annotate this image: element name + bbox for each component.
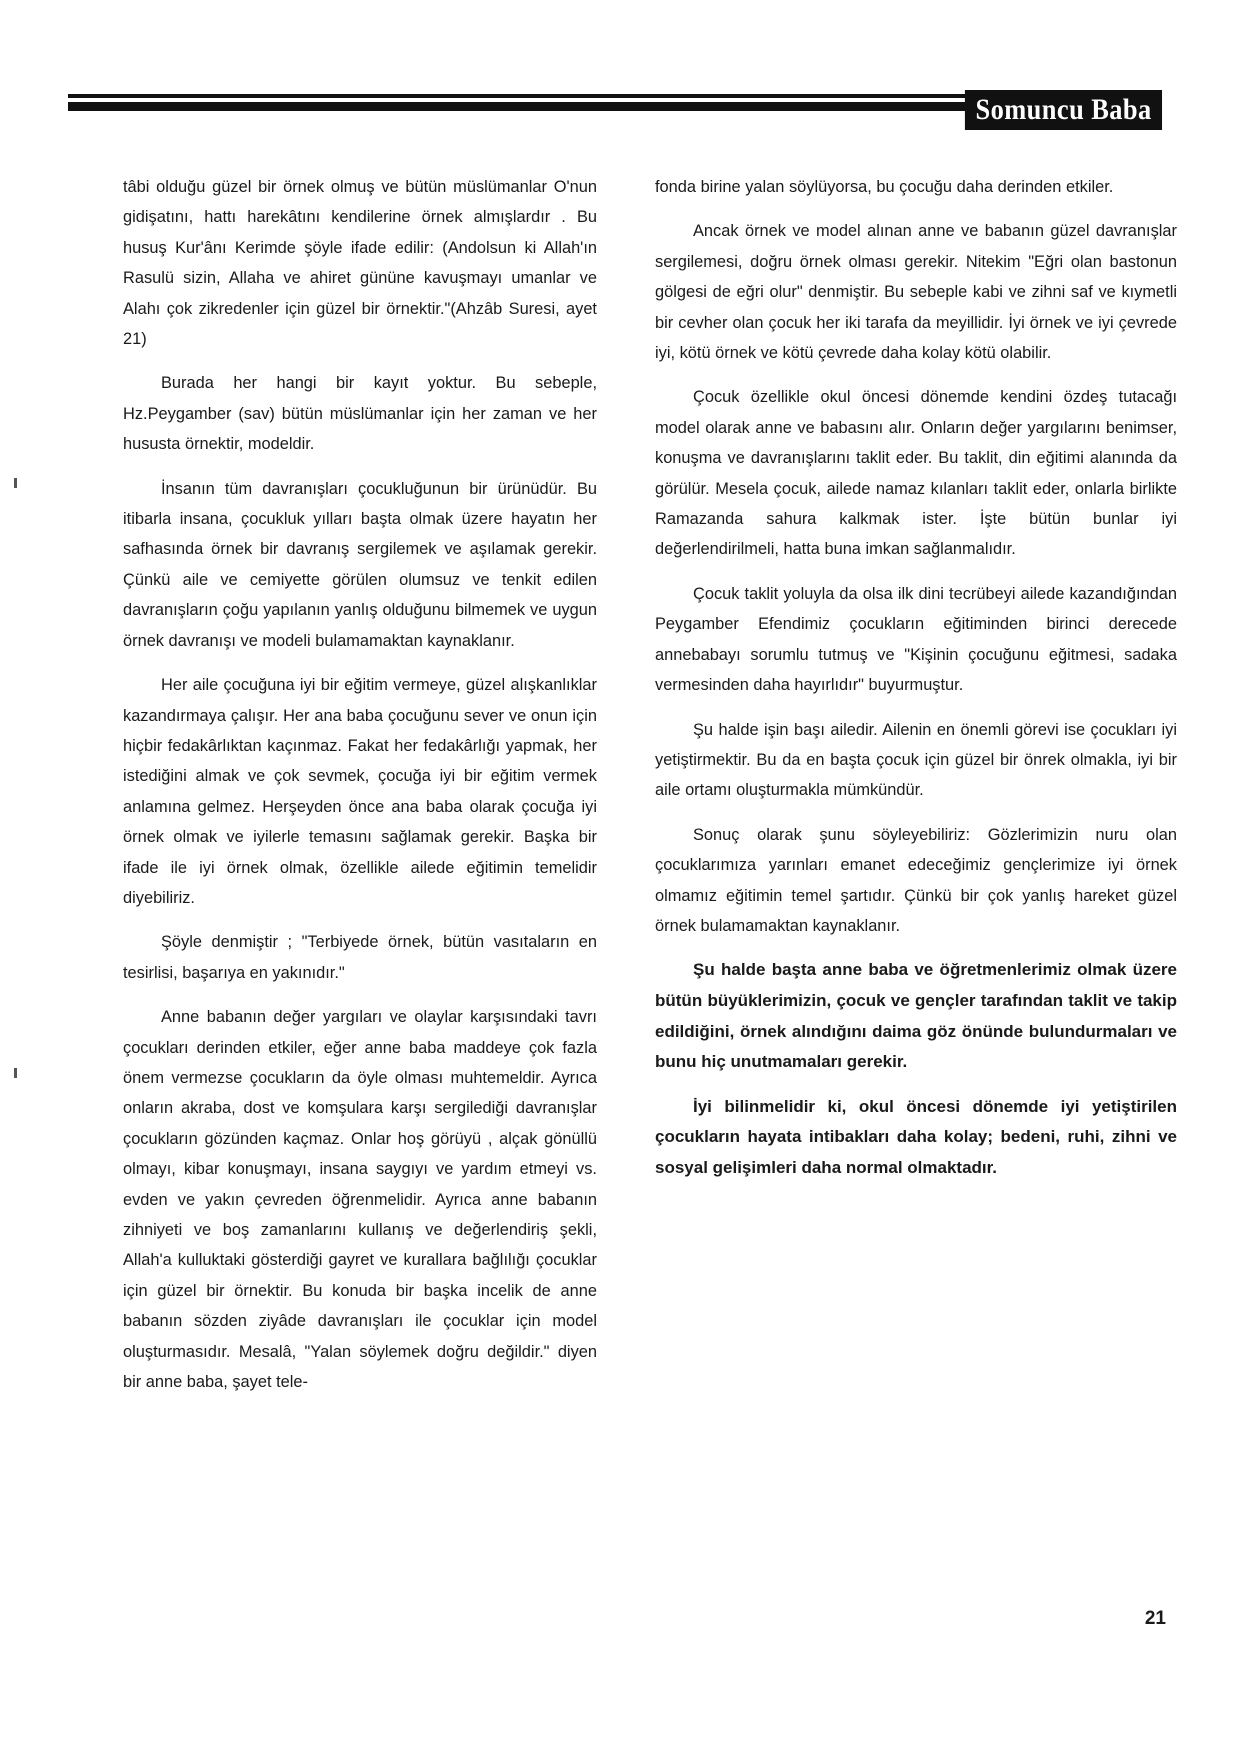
paragraph: tâbi olduğu güzel bir örnek olmuş ve bütün müslümanlar O'nun gidişatını, hattı harekâtını kendilerine örnek almışlardır . Bu husuş Kur'ânı Kerimde şöyle ifade edilir: (Andolsun ki Allah'ın Rasulü sizin, Allaha ve ahiret gününe kavuşmayı umanlar ve Alahı çok zikredenler için güzel bir örnektir."(Ahzâb Suresi, ayet 21) (123, 178, 597, 349)
paragraph: Burada her hangi bir kayıt yoktur. Bu sebeple, Hz.Peygamber (sav) bütün müslümanlar için her zaman ve her hususta örnektir, modeldir. (123, 374, 597, 454)
paragraph: Şu halde işin başı ailedir. Ailenin en önemli görevi ise çocukları iyi yetiştirmektir. Bu da en başta çocuk için güzel bir önrek olmakla, iyi bir aile ortamı oluşturmakla mümkündür. (655, 720, 1177, 800)
paragraph: Her aile çocuğuna iyi bir eğitim vermeye, güzel alışkanlıklar kazandırmaya çalışır. Her ana baba çocuğunu sever ve onun için hiçbir fedakârlıktan kaçınmaz. Fakat her fedakârlığı yapmak, her istediğini almak ve çok sevmek, çocuğa iyi bir eğitim vermek anlamına gelmez. Herşeyden önce ana baba olarak çocuğa iyi örnek olmak ve iyilerle temasını sağlamak gerekir. Başka bir ifade ile iyi örnek olmak, özellikle ailede eğitimin temelidir diyebiliriz. (123, 676, 597, 907)
right-column (655, 172, 1177, 1198)
paragraph: Çocuk taklit yoluyla da olsa ilk dini tecrübeyi ailede kazandığından Peygamber Efendimiz çocukların eğitiminden birinci derecede annebabayı sorumlu tutmuş ve "Kişinin çocuğunu eğitmesi, sadaka vermesinden daha hayırlıdır" buyurmuştur. (655, 584, 1177, 695)
paragraph: Şöyle denmiştir ; "Terbiyede örnek, bütün vasıtaların en tesirlisi, başarıya en yakınıdır." (123, 933, 597, 982)
paragraph: Anne babanın değer yargıları ve olaylar karşısındaki tavrı çocukları derinden etkiler, eğer anne baba maddeye çok fazla önem vermezse çocukların da öyle olması muhtemeldir. Ayrıca onların akraba, dost ve komşulara karşı sergilediği davranışlar çocukların gözünden kaçmaz. Onlar hoş görüyü , alçak gönüllü olmayı, kibar konuşmayı, insana saygıyı ve yardım etmeyi vs. evden ve yakın çevreden öğrenmelidir. Ayrıca anne babanın zihniyeti ve boş zamanlarını kullanış ve değerlendiriş şekli, Allah'a kulluktaki gösterdiği gayret ve kurallara bağlılığı çocuklar için güzel bir örnektir. Bu konuda bir başka incelik de anne babanın sözden ziyâde davranışları ile çocuklar için model oluşturmasıdır. Mesalâ, "Yalan söylemek doğru değildir." diyen bir anne baba, şayet tele- (123, 1008, 597, 1392)
paragraph: Çocuk özellikle okul öncesi dönemde kendini özdeş tutacağı model olarak anne ve babasını alır. Onların değer yargılarını benimser, konuşma ve davranışlarını taklit eder. Bu taklit, din eğitimi alanında da görülür. Mesela çocuk, ailede namaz kılanları taklit eder, onlarla birlikte Ramazanda sahura kalkmak ister. İşte bütün bunlar iyi değerlendirilmeli, hatta buna imkan sağlanmalıdır. (655, 388, 1177, 559)
page-number: 21 (1144, 1608, 1166, 1629)
header-rule-thick-line (68, 102, 1068, 111)
header-rule-thin-line (68, 94, 1068, 98)
magazine-title: Somuncu Baba (965, 90, 1162, 130)
margin-mark (14, 478, 17, 488)
paragraph: fonda birine yalan söylüyorsa, bu çocuğu daha derinden etkiler. (655, 178, 1114, 196)
paragraph: Ancak örnek ve model alınan anne ve babanın güzel davranışlar sergilemesi, doğru örnek olması gerekir. Nitekim "Eğri olan bastonun gölgesi de eğri olur" denmiştir. Bu sebeple kabi ve zihni saf ve kıymetli bir cevher olan çocuk her iki tarafa da meyillidir. İyi örnek ve iyi çevrede iyi, kötü örnek ve kötü çevrede daha kolay kötü olabilir. (655, 222, 1177, 363)
left-column (123, 172, 597, 1411)
bold-paragraph: İyi bilinmelidir ki, okul öncesi dönemde iyi yetiştirilen çocukların hayata intibakları daha kolay; bedeni, ruhi, zihni ve sosyal gelişimleri daha normal olmaktadır. (655, 1096, 1177, 1177)
margin-mark (14, 1068, 17, 1078)
paragraph: İnsanın tüm davranışları çocukluğunun bir ürünüdür. Bu itibarla insana, çocukluk yılları başta olmak üzere hayatın her safhasında örnek bir davranış sergilemek ve aşılamak gerekir. Çünkü aile ve cemiyette görülen olumsuz ve tenkit edilen davranışların çoğu yapılanın yanlış olduğunu bilmemek ve uygun örnek davranışı ve modeli bulamamaktan kaynaklanır. (123, 479, 597, 650)
bold-paragraph: Şu halde başta anne baba ve öğretmenlerimiz olmak üzere bütün büyüklerimizin, çocuk ve gençler tarafından taklit ve takip edildiğini, örnek alındığını daima göz önünde bulundurmaları ve bunu hiç unutmamaları gerekir. (655, 960, 1177, 1072)
paragraph: Sonuç olarak şunu söyleyebiliriz: Gözlerimizin nuru olan çocuklarımıza yarınları emanet edeceğimiz gençlerimize iyi örnek olmamız eğitimin temel şartıdır. Çünkü bir çok yanlış hareket güzel örnek bulamamaktan kaynaklanır. (655, 825, 1177, 935)
